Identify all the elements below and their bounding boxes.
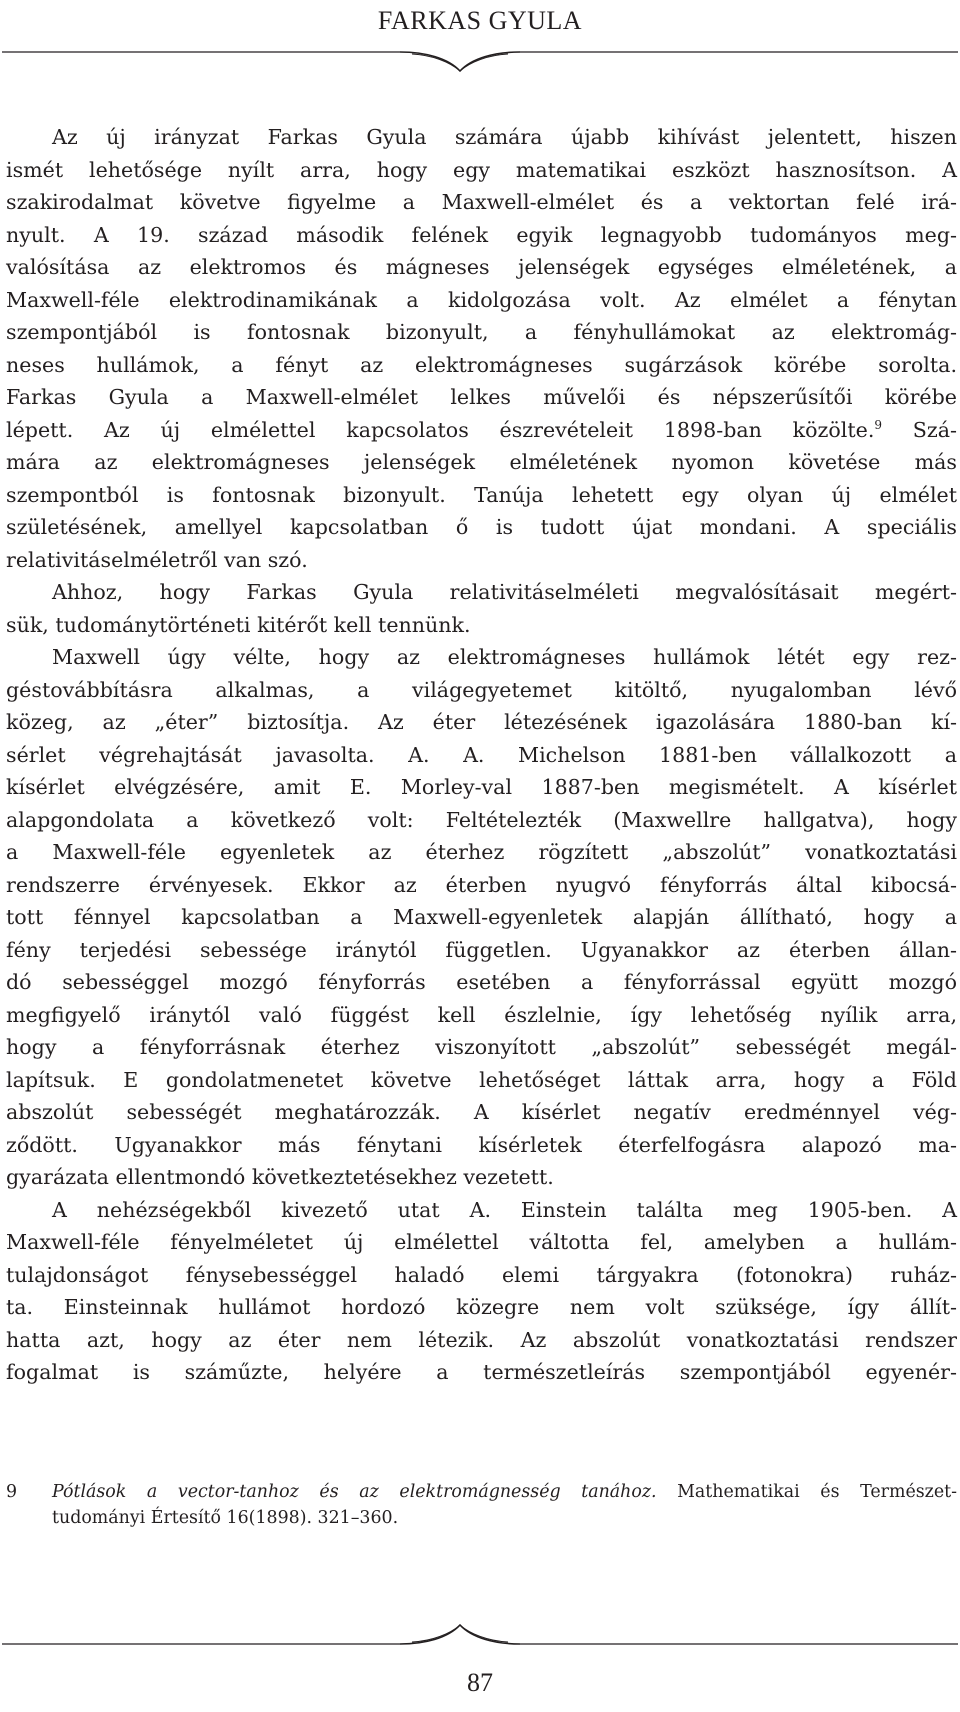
text-line: [6, 121, 957, 154]
text-line: [6, 804, 957, 837]
text-line: [6, 901, 957, 934]
text-line-content: Ahhoz, hogy Farkas Gyula relativitáselméleti megvalósításait megért-: [52, 580, 957, 604]
text-line-content: ződött. Ugyanakkor más fénytani kísérletek éterfelfogásra alapozó ma-: [6, 1132, 957, 1157]
text-line: [6, 511, 957, 544]
footnote-number: 9: [6, 1482, 18, 1502]
text-line-content: Maxwell-féle fényelméletet új elmélettel váltotta fel, amelyben a hullám-: [6, 1230, 957, 1254]
footnote-reference: 9: [874, 417, 883, 432]
text-line: [6, 641, 957, 674]
text-line: [6, 446, 957, 479]
text-line: [6, 576, 957, 609]
text-line: [6, 1194, 957, 1227]
text-line-content: géstovábbításra alkalmas, a világegyetemet kitöltő, nyugalomban lévő: [6, 677, 957, 702]
text-line: [6, 1129, 957, 1162]
text-line: [6, 154, 957, 187]
footnote: [6, 1480, 957, 1531]
text-line: [6, 1031, 957, 1064]
text-line: [6, 1291, 957, 1324]
text-line: [6, 609, 957, 642]
page-number: 87: [467, 1668, 493, 1697]
text-line: [6, 1324, 957, 1357]
header-ornament: [0, 38, 960, 88]
body-text: [6, 121, 957, 1389]
text-line-content: Maxwell-féle elektrodinamikának a kidolgozása volt. Az elmélet a fénytan: [6, 287, 957, 312]
text-line-content: sérlet végrehajtását javasolta. A. A. Michelson 1881-ben vállalkozott a: [6, 742, 957, 767]
text-line: [6, 349, 957, 382]
text-line-content: abszolút sebességét meghatározzák. A kísérlet negatív eredménnyel vég-: [6, 1100, 957, 1124]
text-line: [6, 836, 957, 869]
text-line-content: Farkas Gyula a Maxwell-elmélet lelkes művelői és népszerűsítői körébe: [6, 385, 957, 409]
text-line: [6, 1356, 957, 1389]
text-line: [6, 186, 957, 219]
text-line: [6, 1064, 957, 1097]
text-line-content: lépett. Az új elmélettel kapcsolatos észrevételeit 1898-ban közölte.: [6, 417, 875, 442]
text-line-content: hogy a fényforrásnak éterhez viszonyított „abszolút” sebességét megál-: [6, 1035, 957, 1059]
text-line-content: lapítsuk. E gondolatmenetet követve lehetőséget láttak arra, hogy a Föld: [6, 1067, 957, 1092]
text-line: [6, 414, 957, 447]
text-line-content: neses hullámok, a fényt az elektromágneses sugárzások körébe sorolta.: [6, 352, 957, 377]
footer-ornament: [0, 1608, 960, 1658]
text-line-content: szakirodalmat követve figyelme a Maxwell-elmélet és a vektortan felé irá-: [6, 190, 957, 214]
footnote-line-2: tudományi Értesítő 16(1898). 321–360.: [52, 1507, 399, 1528]
text-line-content: rendszerre érvényesek. Ekkor az éterben nyugvó fényforrás által kibocsá-: [6, 872, 957, 897]
text-line-content: fogalmat is száműzte, helyére a természetleírás szempontjából egyenér-: [6, 1360, 957, 1384]
text-line-content: valósítása az elektromos és mágneses jelenségek egységes elméletének, a: [6, 255, 957, 279]
text-line-content: gyarázata ellentmondó következtetésekhez vezetett.: [6, 1165, 554, 1189]
footnote-line-1: [52, 1480, 957, 1506]
text-line: [6, 316, 957, 349]
footnote-source: Mathematikai és Természet-: [656, 1482, 957, 1502]
text-line: [6, 706, 957, 739]
text-line: [6, 1096, 957, 1129]
text-line: [6, 284, 957, 317]
text-line: [6, 1161, 957, 1194]
text-line: [6, 674, 957, 707]
running-head: FARKAS GYULA: [377, 6, 583, 35]
text-line: [6, 966, 957, 999]
text-line-content: relativitáselméletről van szó.: [6, 547, 308, 572]
text-line-content: sük, tudománytörténeti kitérőt kell tennünk.: [6, 612, 471, 637]
text-line-content: A nehézségekből kivezető utat A. Einstein találta meg 1905-ben. A: [52, 1197, 957, 1222]
text-line: [6, 1226, 957, 1259]
text-line-content: tott fénnyel kapcsolatban a Maxwell-egyenletek alapján állítható, hogy a: [6, 905, 957, 929]
text-line-content: szempontjából is fontosnak bizonyult, a fényhullámokat az elektromág-: [6, 320, 957, 344]
text-line-content: fény terjedési sebessége iránytól független. Ugyanakkor az éterben állan-: [6, 937, 957, 962]
text-line: [6, 739, 957, 772]
text-line: [6, 1259, 957, 1292]
text-line: [6, 381, 957, 414]
text-line: [6, 999, 957, 1032]
text-line-content: mára az elektromágneses jelenségek elméletének nyomon követése más: [6, 450, 957, 474]
text-line-content: kísérlet elvégzésére, amit E. Morley-val 1887-ben megismételt. A kísérlet: [6, 775, 957, 799]
text-line: [6, 934, 957, 967]
text-line-content: alapgondolata a következő volt: Feltételezték (Maxwellre hallgatva), hogy: [6, 807, 957, 832]
text-line-content: szempontból is fontosnak bizonyult. Tanúja lehetett egy olyan új elmélet: [6, 482, 957, 507]
text-line-content: születésének, amellyel kapcsolatban ő is tudott újat mondani. A speciális: [6, 515, 957, 539]
text-line-content: Az új irányzat Farkas Gyula számára újabb kihívást jelentett, hiszen: [52, 125, 957, 149]
text-line: [6, 544, 957, 577]
text-line: [6, 869, 957, 902]
text-line-content: a Maxwell-féle egyenletek az éterhez rögzített „abszolút” vonatkoztatási: [6, 840, 957, 864]
text-line-content: közeg, az „éter” biztosítja. Az éter létezésének igazolására 1880-ban kí-: [6, 710, 957, 734]
text-line-content: dó sebességgel mozgó fényforrás esetében a fényforrással együtt mozgó: [6, 970, 957, 994]
text-line-continuation: Szá-: [882, 417, 957, 442]
text-line-content: nyult. A 19. század második felének egyik legnagyobb tudományos meg-: [6, 222, 957, 247]
text-line-content: Maxwell úgy vélte, hogy az elektromágneses hullámok létét egy rez-: [52, 645, 957, 669]
text-line-content: hatta azt, hogy az éter nem létezik. Az abszolút vonatkoztatási rendszer: [6, 1327, 957, 1352]
footnote-title: Pótlások a vector-tanhoz és az elektromágnesség tanához.: [52, 1482, 657, 1502]
text-line: [6, 771, 957, 804]
text-line-content: tulajdonságot fénysebességgel haladó elemi tárgyakra (fotonokra) ruház-: [6, 1262, 957, 1287]
text-line: [6, 219, 957, 252]
text-line-content: megfigyelő iránytól való függést kell észlelnie, így lehetőség nyílik arra,: [6, 1002, 957, 1027]
text-line: [6, 479, 957, 512]
text-line-content: ismét lehetősége nyílt arra, hogy egy matematikai eszközt hasznosítson. A: [6, 157, 957, 182]
text-line: [6, 251, 957, 284]
text-line-content: ta. Einsteinnak hullámot hordozó közegre nem volt szüksége, így állít-: [6, 1295, 957, 1319]
